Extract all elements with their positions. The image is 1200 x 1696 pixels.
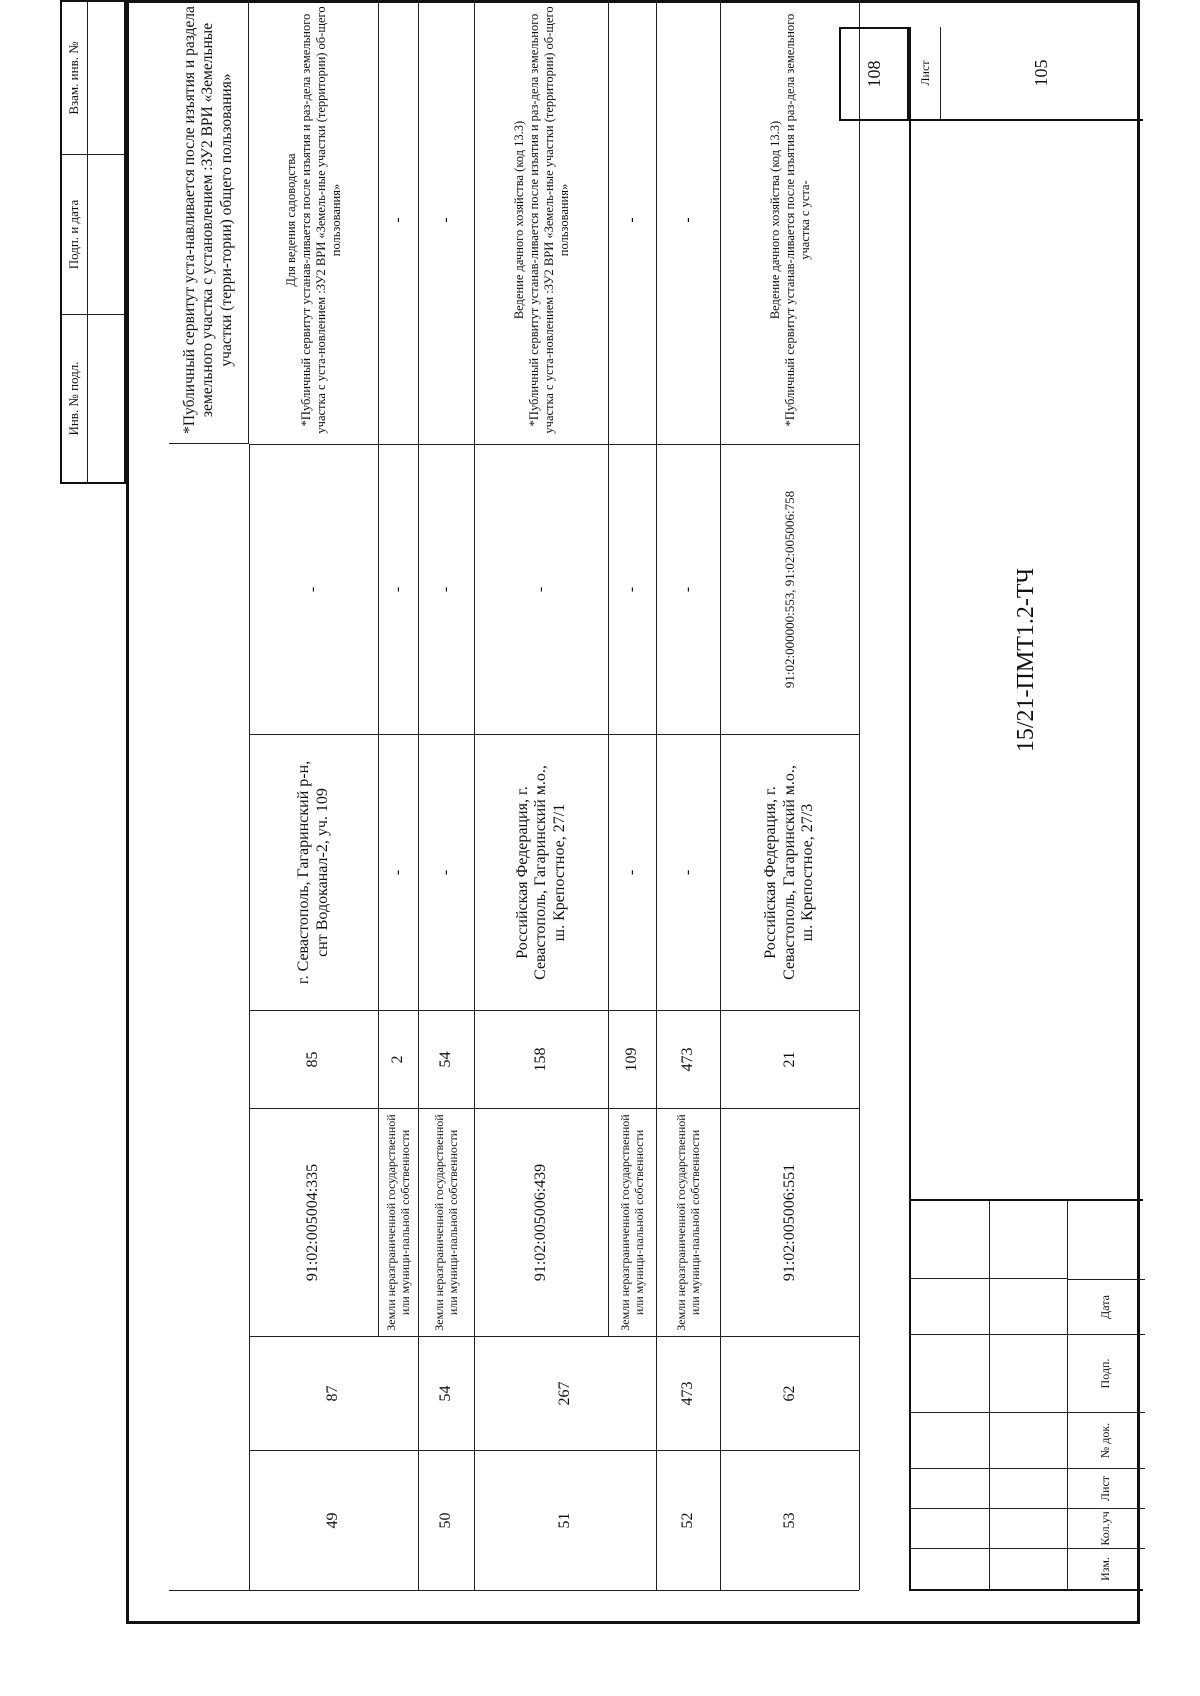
row-50-address: - <box>419 734 475 1010</box>
row-50-area-part: 54 <box>419 1010 475 1108</box>
row-49b-note: - <box>379 0 419 444</box>
row-51-cadastral: 91:02:005006:439 <box>475 1108 609 1336</box>
row-49b-address: - <box>379 734 419 1010</box>
row-51b-cadastral: Земли неразграниченной государственной или муници-пальной собственности <box>609 1108 657 1336</box>
table-bottom-line <box>859 0 860 1590</box>
stamp-izm: Изм. <box>1098 1557 1113 1581</box>
strip-podp-data: Подп. и дата <box>62 154 88 314</box>
strip-inv-podl-value <box>88 314 124 482</box>
document-frame <box>126 0 1140 1624</box>
row-52-adjacent: - <box>657 444 721 734</box>
doc-code: 15/21-ПМТ1.2-ТЧ <box>909 121 1143 1201</box>
title-block <box>863 27 1143 1621</box>
page-number: 108 <box>839 27 909 121</box>
row-52-address: - <box>657 734 721 1010</box>
stamp-koluch: Кол.уч <box>1067 1509 1145 1549</box>
row-51-adjacent: - <box>475 444 609 734</box>
row-50-adjacent: - <box>419 444 475 734</box>
row-53-note: Ведение дачного хозяйства (код 13.3) *Публичный сервитут устанав-ливается после изъятия и раз-дела земельного участка с уста- <box>767 13 812 427</box>
row-50-note: - <box>419 0 475 444</box>
row-49-area-part: 85 <box>249 1010 379 1108</box>
stamp-data: Дата <box>1067 1279 1145 1335</box>
row-49-adjacent: - <box>249 444 379 734</box>
row-53-adjacent: 91:02:000000:553, 91:02:005006:758 <box>721 444 859 734</box>
row-51b-note: - <box>609 0 657 444</box>
row-50-cadastral: Земли неразграниченной государственной или муници-пальной собственности <box>419 1108 475 1336</box>
row-51b-adjacent: - <box>609 444 657 734</box>
row-51b-area-part: 109 <box>609 1010 657 1108</box>
row-51-area-part: 158 <box>475 1010 609 1108</box>
row-52-note: - <box>657 0 721 444</box>
row-53-cadastral: 91:02:005006:551 <box>721 1108 859 1336</box>
divider <box>169 443 249 444</box>
row-49b-adjacent: - <box>379 444 419 734</box>
row-52-area-part: 473 <box>657 1010 721 1108</box>
sheet-number: 105 <box>1030 59 1051 87</box>
servitude-table <box>169 0 859 1591</box>
row-51-num: 51 <box>475 1450 657 1590</box>
row-52-num: 52 <box>657 1450 721 1590</box>
row-52-cadastral: Земли неразграниченной государственной или муници-пальной собственности <box>657 1108 721 1336</box>
row-49-num: 49 <box>249 1450 419 1590</box>
row-49-area-total: 87 <box>249 1336 419 1450</box>
strip-podp-data-value <box>88 154 124 314</box>
rotated-sheet <box>60 0 1140 1624</box>
row-51-area-total: 267 <box>475 1336 657 1450</box>
stamp-list: Лист <box>1067 1469 1145 1509</box>
row-49b-area-part: 2 <box>379 1010 419 1108</box>
row-53-address: Российская Федерация, г. Севастополь, Гагаринский м.о., ш. Крепостное, 27/3 <box>721 734 859 1010</box>
approval-strip <box>60 0 126 484</box>
row-51b-address: - <box>609 734 657 1010</box>
row-50-area-total: 54 <box>419 1336 475 1450</box>
row-50-num: 50 <box>419 1450 475 1590</box>
row-49-address: г. Севастополь, Гагаринский р-н, снт Водоканал-2, уч. 109 <box>249 734 379 1010</box>
row-49-cadastral: 91:02:005004:335 <box>249 1108 379 1336</box>
row-51-note: Ведение дачного хозяйства (код 13.3) *Публичный сервитут устанав-ливается после изъятия и раз-дела земельного участка с уста-новлением :ЗУ2 ВРИ «Земель-ные участки (территории) об-щего пользования» <box>475 0 609 444</box>
row-53-area-part: 21 <box>721 1010 859 1108</box>
row-48-note: *Публичный сервитут уста-навливается после изъятия и раздела земельного участка с установлением :ЗУ2 ВРИ «Земельные участки (терри-тории) общего пользования» <box>169 0 249 444</box>
revision-grid <box>909 1201 1143 1591</box>
sheet-label: Лист <box>911 27 941 119</box>
row-53-num: 53 <box>721 1450 859 1590</box>
row-49b-cadastral: Земли неразграниченной государственной или муници-пальной собственности <box>379 1108 419 1336</box>
row-53-area-total: 62 <box>721 1336 859 1450</box>
row-48-empty <box>169 444 250 1590</box>
sheet-box <box>909 27 1143 121</box>
stamp-ndok: № док. <box>1067 1413 1145 1469</box>
row-52-area-total: 473 <box>657 1336 721 1450</box>
strip-vzam-inv: Взам. инв. № <box>62 2 88 154</box>
row-51-address: Российская Федерация, г. Севастополь, Гагаринский м.о., ш. Крепостное, 27/1 <box>475 734 609 1010</box>
stamp-podp: Подп. <box>1067 1335 1145 1413</box>
row-49-note: Для ведения садоводства *Публичный сервитут устанав-ливается после изъятия и раз-дела земельного участка с уста-новлением :ЗУ2 ВРИ «Земель-ные участки (территории) об-щего пользования» <box>249 0 379 444</box>
strip-inv-podl: Инв. № подл. <box>62 314 88 482</box>
